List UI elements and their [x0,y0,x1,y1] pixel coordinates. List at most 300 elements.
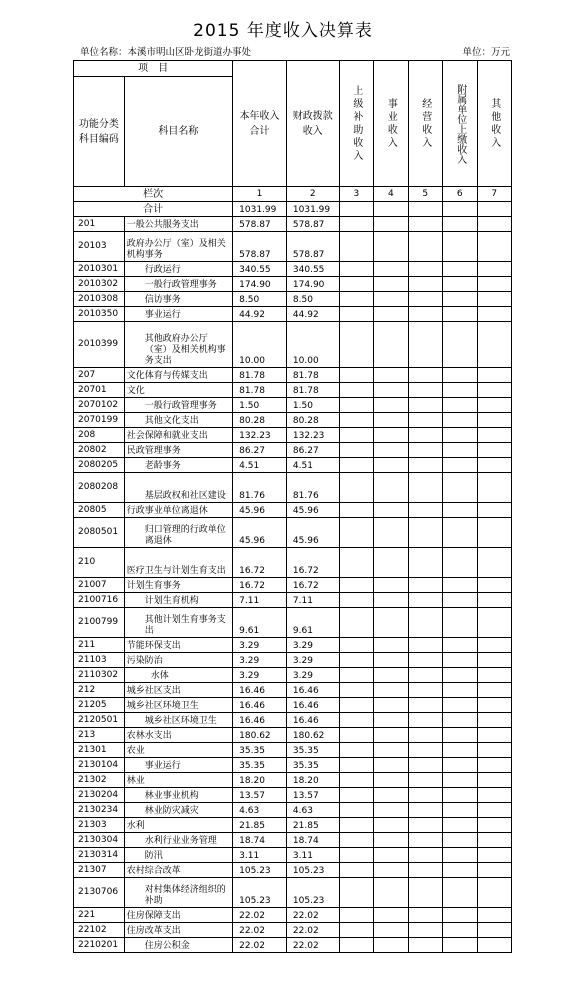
row-fiscal: 22.02 [286,908,339,923]
header-col5-text: 经营收入 [419,97,431,150]
row-fiscal: 44.92 [286,307,339,322]
row-empty-cell [443,322,477,368]
row-code: 2120501 [74,713,125,728]
row-empty-cell [443,833,477,848]
row-empty-cell [443,473,477,503]
row-name: 住房保障支出 [124,908,232,923]
row-empty-cell [339,938,373,953]
row-code: 2130304 [74,833,125,848]
col-number-7: 7 [477,187,512,202]
table-row [74,758,512,773]
row-empty-cell [339,653,373,668]
row-empty-cell [477,773,512,788]
row-fiscal: 16.46 [286,713,339,728]
row-empty-cell [443,788,477,803]
col-number-2: 2 [286,187,339,202]
row-empty-cell [374,503,408,518]
row-empty-cell [477,292,512,307]
row-empty-cell [408,788,442,803]
row-fiscal: 4.63 [286,803,339,818]
row-empty-cell [443,608,477,638]
row-empty-cell [339,277,373,292]
row-empty-cell [477,788,512,803]
row-empty-cell [339,713,373,728]
row-empty-cell [443,578,477,593]
row-empty-cell [339,292,373,307]
row-fiscal: 1.50 [286,398,339,413]
row-empty-cell [339,773,373,788]
total-fiscal: 1031.99 [286,202,339,217]
row-name: 一般行政管理事务 [124,398,232,413]
row-empty-cell [443,277,477,292]
col-number-3: 3 [339,187,373,202]
header-col4 [374,61,408,187]
row-empty-cell [374,698,408,713]
row-fiscal: 16.72 [286,548,339,578]
row-empty-cell [339,458,373,473]
row-empty-cell [408,908,442,923]
row-empty-cell [408,758,442,773]
row-total: 7.11 [233,593,287,608]
row-code: 2070102 [74,398,125,413]
row-name: 行政事业单位离退休 [124,503,232,518]
row-empty-cell [408,938,442,953]
row-name: 文化 [124,383,232,398]
total-label: 合计 [74,202,233,217]
row-empty-cell [374,548,408,578]
row-empty-cell [374,848,408,863]
row-total: 3.29 [233,653,287,668]
row-total: 86.27 [233,443,287,458]
table-row [74,217,512,232]
row-name: 城乡社区环境卫生 [124,698,232,713]
header-col2 [286,61,339,187]
row-name: 计划生育机构 [124,593,232,608]
table-row [74,743,512,758]
row-code: 2070199 [74,413,125,428]
row-empty-cell [477,277,512,292]
table-row [74,728,512,743]
row-name: 文化体育与传媒支出 [124,368,232,383]
row-name: 计划生育事务 [124,578,232,593]
row-name: 社会保障和就业支出 [124,428,232,443]
row-empty-cell [339,503,373,518]
table-row [74,788,512,803]
row-empty-cell [408,818,442,833]
row-total: 35.35 [233,743,287,758]
row-empty-cell [339,307,373,322]
row-code: 20701 [74,383,125,398]
col-number-4: 4 [374,187,408,202]
row-fiscal: 578.87 [286,232,339,262]
row-empty-cell [339,232,373,262]
row-empty-cell [443,593,477,608]
row-empty-cell [443,803,477,818]
row-empty-cell [339,428,373,443]
row-total: 105.23 [233,878,287,908]
row-empty-cell [443,398,477,413]
table-row [74,608,512,638]
table-row [74,803,512,818]
row-empty-cell [339,698,373,713]
row-empty-cell [477,938,512,953]
row-empty-cell [374,473,408,503]
row-total: 8.50 [233,292,287,307]
header-col6-text: 附属单位上缴收入 [454,83,466,164]
row-empty-cell [477,578,512,593]
row-code: 21103 [74,653,125,668]
row-empty-cell [408,292,442,307]
row-empty-cell [339,413,373,428]
table-row [74,503,512,518]
table-row [74,683,512,698]
row-name: 对村集体经济组织的补助 [124,878,232,908]
row-empty-cell [339,668,373,683]
row-code: 2130204 [74,788,125,803]
table-row [74,307,512,322]
row-code: 207 [74,368,125,383]
row-empty-cell [374,653,408,668]
row-fiscal: 81.78 [286,383,339,398]
row-empty-cell [408,307,442,322]
row-empty-cell [374,758,408,773]
total-empty [374,202,408,217]
row-empty-cell [408,398,442,413]
row-empty-cell [408,277,442,292]
table-row [74,232,512,262]
row-empty-cell [443,818,477,833]
total-empty [443,202,477,217]
row-code: 201 [74,217,125,232]
row-empty-cell [443,758,477,773]
row-empty-cell [477,833,512,848]
table-row [74,773,512,788]
row-total: 45.96 [233,518,287,548]
row-empty-cell [374,668,408,683]
row-empty-cell [443,232,477,262]
table-row [74,277,512,292]
row-empty-cell [477,878,512,908]
row-empty-cell [408,262,442,277]
row-empty-cell [477,383,512,398]
row-empty-cell [374,322,408,368]
row-empty-cell [477,262,512,277]
table-row [74,398,512,413]
row-fiscal: 81.76 [286,473,339,503]
header-col5 [408,61,442,187]
row-code: 21303 [74,818,125,833]
row-empty-cell [339,803,373,818]
row-empty-cell [339,398,373,413]
row-empty-cell [374,443,408,458]
row-total: 340.55 [233,262,287,277]
income-table [73,60,512,953]
row-empty-cell [477,398,512,413]
row-empty-cell [443,923,477,938]
table-row [74,413,512,428]
row-name: 归口管理的行政单位离退休 [124,518,232,548]
row-empty-cell [477,443,512,458]
row-total: 81.78 [233,383,287,398]
row-empty-cell [477,743,512,758]
row-total: 22.02 [233,923,287,938]
row-name: 农业 [124,743,232,758]
row-name: 农林水支出 [124,728,232,743]
row-fiscal: 18.74 [286,833,339,848]
row-empty-cell [408,322,442,368]
row-total: 10.00 [233,322,287,368]
row-empty-cell [374,923,408,938]
row-empty-cell [443,848,477,863]
row-empty-cell [443,368,477,383]
table-row [74,443,512,458]
row-fiscal: 8.50 [286,292,339,307]
row-code: 21205 [74,698,125,713]
row-empty-cell [443,728,477,743]
row-code: 2100716 [74,593,125,608]
row-code: 21307 [74,863,125,878]
row-empty-cell [408,743,442,758]
row-empty-cell [443,217,477,232]
row-code: 20103 [74,232,125,262]
row-fiscal: 18.20 [286,773,339,788]
row-name: 事业运行 [124,307,232,322]
table-row [74,262,512,277]
row-empty-cell [374,713,408,728]
row-empty-cell [443,503,477,518]
row-name: 民政管理事务 [124,443,232,458]
row-name: 林业事业机构 [124,788,232,803]
table-row [74,473,512,503]
header-code-text: 功能分类科目编码 [78,118,119,145]
row-empty-cell [477,863,512,878]
row-empty-cell [339,322,373,368]
row-empty-cell [443,292,477,307]
row-code: 2100799 [74,608,125,638]
row-name: 污染防治 [124,653,232,668]
row-empty-cell [477,548,512,578]
row-fiscal: 3.29 [286,638,339,653]
row-empty-cell [374,383,408,398]
row-code: 2130706 [74,878,125,908]
row-empty-cell [443,668,477,683]
row-code: 2110302 [74,668,125,683]
row-name: 基层政权和社区建设 [124,473,232,503]
row-empty-cell [477,668,512,683]
row-empty-cell [408,878,442,908]
row-code: 21301 [74,743,125,758]
row-empty-cell [477,518,512,548]
row-total: 3.11 [233,848,287,863]
row-empty-cell [374,232,408,262]
row-code: 2130234 [74,803,125,818]
table-row [74,698,512,713]
row-fiscal: 21.85 [286,818,339,833]
row-empty-cell [408,368,442,383]
row-name: 一般公共服务支出 [124,217,232,232]
row-name: 其他计划生育事务支出 [124,608,232,638]
row-name: 防汛 [124,848,232,863]
row-empty-cell [374,578,408,593]
row-empty-cell [339,908,373,923]
header-xiangmu: 项 目 [74,61,233,77]
row-empty-cell [408,548,442,578]
row-empty-cell [339,548,373,578]
row-empty-cell [374,788,408,803]
row-empty-cell [477,458,512,473]
row-name: 林业 [124,773,232,788]
row-empty-cell [339,758,373,773]
row-total: 16.46 [233,713,287,728]
row-empty-cell [477,322,512,368]
row-empty-cell [408,443,442,458]
row-empty-cell [374,803,408,818]
row-empty-cell [374,262,408,277]
row-total: 3.29 [233,638,287,653]
row-name: 城乡社区支出 [124,683,232,698]
row-empty-cell [408,668,442,683]
row-empty-cell [374,413,408,428]
row-empty-cell [477,653,512,668]
row-empty-cell [443,413,477,428]
row-empty-cell [339,473,373,503]
row-empty-cell [374,277,408,292]
row-fiscal: 16.46 [286,698,339,713]
row-empty-cell [408,773,442,788]
row-empty-cell [443,908,477,923]
row-empty-cell [477,473,512,503]
row-empty-cell [477,503,512,518]
row-empty-cell [477,848,512,863]
unit-label: 单位：万元 [462,47,510,58]
row-empty-cell [408,232,442,262]
header-col6 [443,61,477,187]
row-fiscal: 3.29 [286,653,339,668]
row-fiscal: 132.23 [286,428,339,443]
row-fiscal: 3.11 [286,848,339,863]
row-name: 其他政府办公厅（室）及相关机构事务支出 [124,322,232,368]
row-total: 4.63 [233,803,287,818]
row-empty-cell [408,413,442,428]
row-empty-cell [443,638,477,653]
row-name: 水利行业业务管理 [124,833,232,848]
row-empty-cell [339,518,373,548]
row-fiscal: 4.51 [286,458,339,473]
row-fiscal: 13.57 [286,788,339,803]
table-row [74,458,512,473]
row-code: 211 [74,638,125,653]
col-number-6: 6 [443,187,477,202]
row-name: 信访事务 [124,292,232,307]
row-empty-cell [408,683,442,698]
row-empty-cell [339,788,373,803]
table-row [74,322,512,368]
row-empty-cell [443,262,477,277]
row-name: 其他文化支出 [124,413,232,428]
row-empty-cell [339,368,373,383]
row-empty-cell [443,878,477,908]
header-col7-text: 其他收入 [488,97,500,150]
header-col3-text: 上级补助收入 [350,84,362,163]
row-fiscal: 180.62 [286,728,339,743]
row-empty-cell [374,773,408,788]
table-row [74,653,512,668]
row-empty-cell [339,848,373,863]
row-empty-cell [477,923,512,938]
row-empty-cell [443,443,477,458]
row-code: 2010308 [74,292,125,307]
row-fiscal: 16.46 [286,683,339,698]
row-total: 22.02 [233,908,287,923]
row-code: 213 [74,728,125,743]
row-fiscal: 578.87 [286,217,339,232]
row-empty-cell [477,728,512,743]
row-total: 105.23 [233,863,287,878]
table-row [74,383,512,398]
table-row [74,638,512,653]
row-name: 医疗卫生与计划生育支出 [124,548,232,578]
header-col7 [477,61,512,187]
row-fiscal: 45.96 [286,503,339,518]
row-fiscal: 3.29 [286,668,339,683]
row-fiscal: 86.27 [286,443,339,458]
row-code: 210 [74,548,125,578]
row-code: 22102 [74,923,125,938]
col-number-5: 5 [408,187,442,202]
row-total: 18.74 [233,833,287,848]
row-empty-cell [443,383,477,398]
row-empty-cell [477,803,512,818]
row-total: 81.78 [233,368,287,383]
row-fiscal: 105.23 [286,863,339,878]
row-empty-cell [339,728,373,743]
row-total: 3.29 [233,668,287,683]
row-empty-cell [408,473,442,503]
row-name: 林业防灾减灾 [124,803,232,818]
row-empty-cell [477,698,512,713]
row-empty-cell [477,713,512,728]
row-empty-cell [408,578,442,593]
row-fiscal: 7.11 [286,593,339,608]
row-total: 22.02 [233,938,287,953]
header-col3 [339,61,373,187]
row-fiscal: 9.61 [286,608,339,638]
table-row [74,593,512,608]
total-empty [339,202,373,217]
table-row [74,578,512,593]
table-row [74,863,512,878]
row-empty-cell [477,217,512,232]
row-code: 21302 [74,773,125,788]
header-col2-text: 财政拨款收入 [292,110,333,137]
row-empty-cell [477,758,512,773]
row-empty-cell [374,398,408,413]
row-empty-cell [374,908,408,923]
row-empty-cell [339,833,373,848]
table-row [74,878,512,908]
total-empty [477,202,512,217]
header-col1 [233,61,287,187]
row-empty-cell [408,833,442,848]
total-income: 1031.99 [233,202,287,217]
row-empty-cell [374,728,408,743]
table-row [74,923,512,938]
row-total: 81.76 [233,473,287,503]
row-name: 行政运行 [124,262,232,277]
row-name: 老龄事务 [124,458,232,473]
row-empty-cell [408,848,442,863]
row-empty-cell [408,863,442,878]
